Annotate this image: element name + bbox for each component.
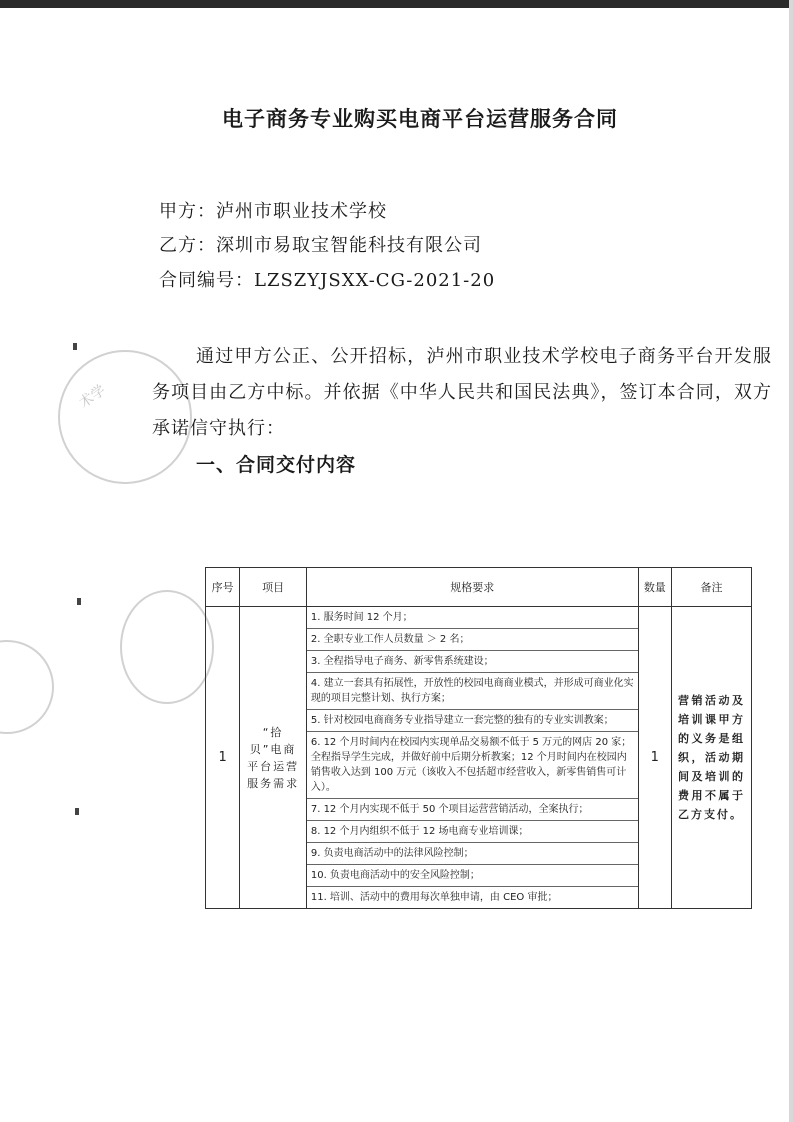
seal-stamp-partial — [120, 590, 214, 704]
spec-item: 4. 建立一套具有拓展性，开放性的校园电商商业模式，并形成可商业化实现的项目完整计划、执行方案； — [307, 673, 638, 710]
table-header-row — [206, 568, 752, 607]
scan-mark — [77, 598, 81, 605]
delivery-table — [205, 567, 752, 909]
table-row — [206, 607, 752, 909]
spec-item: 3. 全程指导电子商务、新零售系统建设； — [307, 651, 638, 673]
scan-right-edge — [789, 0, 793, 1122]
spec-item: 5. 针对校园电商商务专业指导建立一套完整的独有的专业实训教案； — [307, 710, 638, 732]
spec-item: 2. 全职专业工作人员数量 ＞ 2 名； — [307, 629, 638, 651]
header-item: 项目 — [240, 568, 307, 607]
row-note: 营销活动及培训课甲方的义务是组织，活动期间及培训的费用不属于乙方支付。 — [672, 607, 752, 909]
spec-item: 7. 12 个月内实现不低于 50 个项目运营营销活动，全案执行； — [307, 799, 638, 821]
header-no: 序号 — [206, 568, 240, 607]
header-spec: 规格要求 — [306, 568, 638, 607]
row-no: 1 — [206, 607, 240, 909]
scan-mark — [73, 343, 77, 350]
seal-stamp-edge — [0, 640, 54, 734]
row-item: “拾贝”电商平台运营服务需求 — [240, 607, 307, 909]
spec-item: 11. 培训、活动中的费用每次单独申请，由 CEO 审批； — [310, 892, 558, 903]
scan-top-edge — [0, 0, 793, 8]
row-spec-list — [306, 607, 638, 909]
spec-item: 9. 负责电商活动中的法律风险控制； — [307, 843, 638, 865]
party-a: 甲方：泸州市职业技术学校 — [159, 201, 387, 222]
intro-paragraph: 通过甲方公正、公开招标，泸州市职业技术学校电子商务平台开发服务项目由乙方中标。并依据《中华人民共和国民法典》，签订本合同，双方承诺信守执行： — [152, 346, 772, 439]
spec-item: 8. 12 个月内组织不低于 12 场电商专业培训课； — [307, 821, 638, 843]
seal-stamp-text: 术学 — [76, 382, 109, 412]
header-qty: 数量 — [638, 568, 671, 607]
spec-item: 1. 服务时间 12 个月； — [307, 607, 638, 629]
document-title: 电子商务专业购买电商平台运营服务合同 — [222, 107, 618, 131]
spec-item: 10. 负责电商活动中的安全风险控制； — [307, 865, 638, 887]
row-qty: 1 — [638, 607, 671, 909]
scan-mark — [75, 808, 79, 815]
header-note: 备注 — [672, 568, 752, 607]
contract-number: 合同编号：LZSZYJSXX-CG-2021-20 — [159, 270, 496, 291]
party-b: 乙方：深圳市易取宝智能科技有限公司 — [159, 235, 482, 256]
spec-item: 6. 12 个月时间内在校园内实现单品交易额不低于 5 万元的网店 20 家；全程指导学生完成，并做好前中后期分析教案；12 个月时间内在校园内销售收入达到 100 万元（该收入不包括超市经营收入，新零售销售可计入）。 — [307, 732, 638, 799]
section-heading: 一、合同交付内容 — [196, 454, 357, 476]
